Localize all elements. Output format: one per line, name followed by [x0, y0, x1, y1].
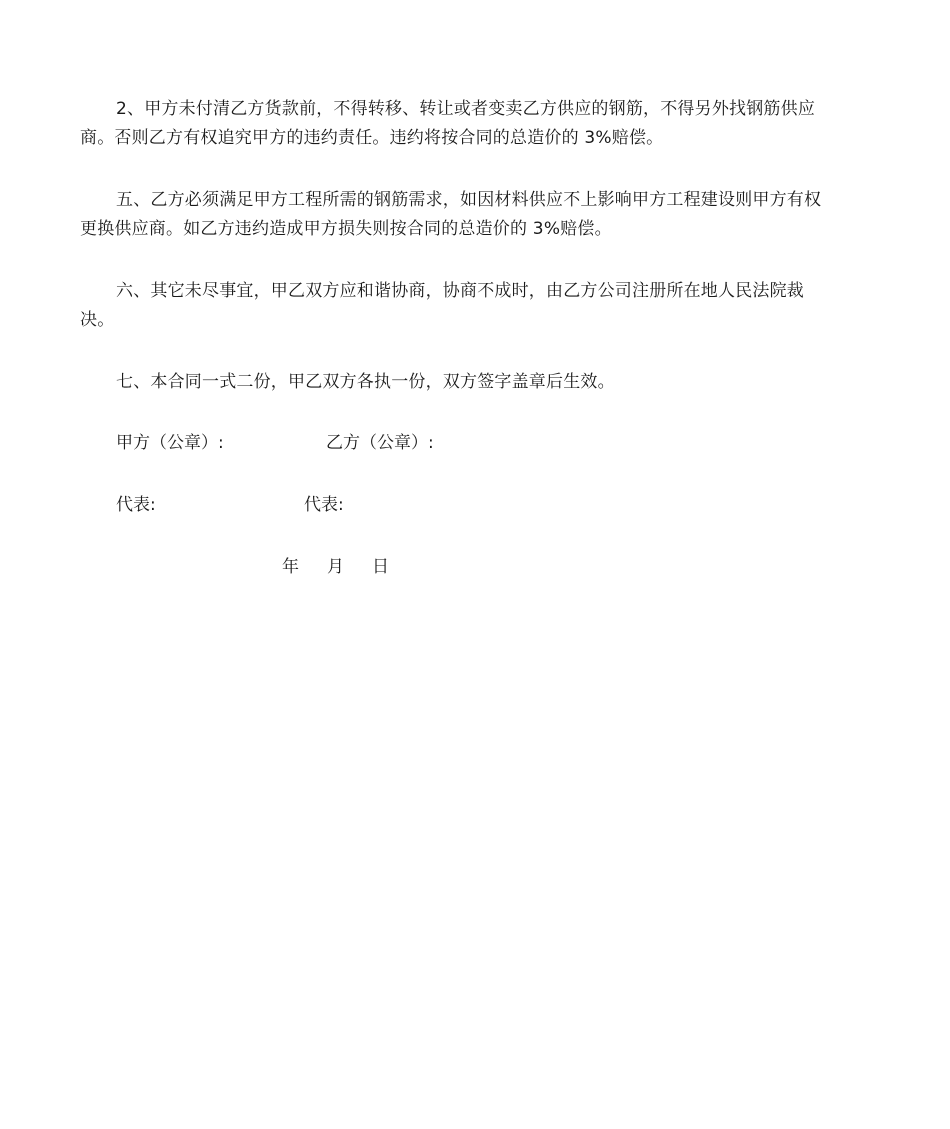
clause-6-paragraph: 六、其它未尽事宜，甲乙双方应和谐协商，协商不成时，由乙方公司注册所在地人民法院裁决。 [80, 281, 804, 330]
party-b-seal-label: 乙方（公章）: [326, 433, 434, 453]
date-year-label: 年 [282, 557, 299, 577]
date-month-label: 月 [327, 557, 344, 577]
clause-5-paragraph: 五、乙方必须满足甲方工程所需的钢筋需求，如因材料供应不上影响甲方工程建设则甲方有权更换供应商。如乙方违约造成甲方损失则按合同的总造价的 3%赔偿。 [80, 190, 822, 239]
party-a-rep-label: 代表: [116, 495, 156, 515]
clause-2-paragraph: 2、甲方未付清乙方货款前，不得转移、转让或者变卖乙方供应的钢筋，不得另外找钢筋供应商。否则乙方有权追究甲方的违约责任。违约将按合同的总造价的 3%赔偿。 [80, 99, 816, 148]
party-a-seal-label: 甲方（公章）: [116, 433, 224, 453]
date-day-label: 日 [372, 557, 389, 577]
party-b-rep-label: 代表: [304, 495, 344, 515]
clause-7-paragraph: 七、本合同一式二份，甲乙双方各执一份，双方签字盖章后生效。 [116, 372, 615, 392]
